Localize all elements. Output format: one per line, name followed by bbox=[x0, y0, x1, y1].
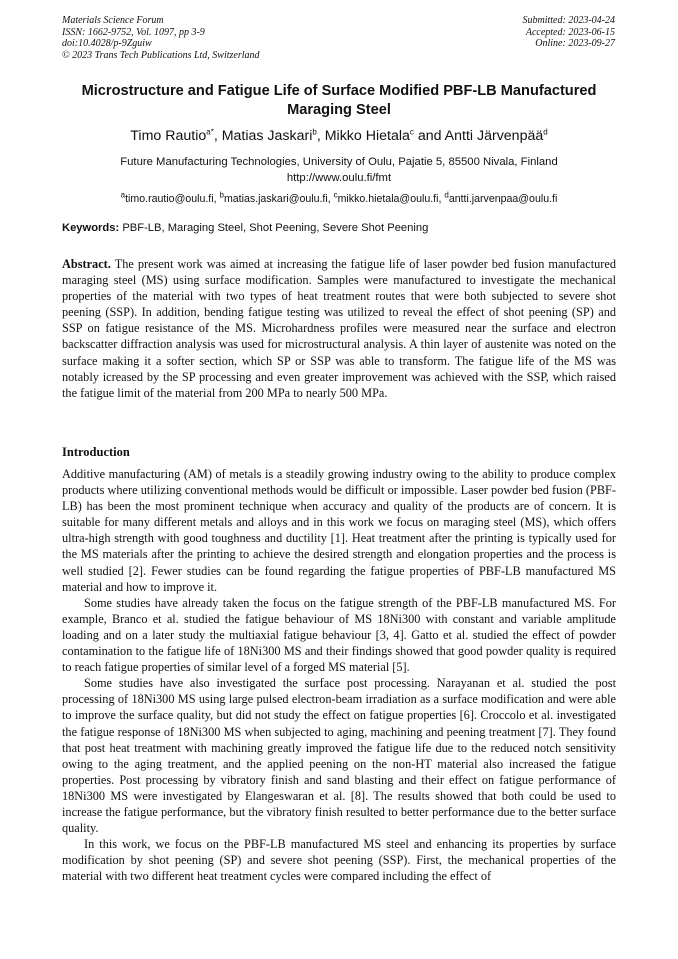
submitted-date: Submitted: 2023-04-24 bbox=[522, 15, 615, 26]
paper-title: Microstructure and Fatigue Life of Surface Modified PBF-LB Manufactured Maraging Steel bbox=[81, 83, 597, 118]
abstract bbox=[62, 256, 616, 401]
dates-header bbox=[523, 15, 616, 50]
abstract-text: The present work was aimed at increasing the fatigue life of laser powder bed fusion manufactured maraging steel (MS) using surface modification. Samples were manufactured to investigate the mechanical properties of the material with two types of heat treatment routes that were both subjected to severe shot peening (SSP). In addition, bending fatigue testing was utilized to reveal the effect of shot peening (SP) and SSP on fatigue resistance of the MS. Microhardness profiles were measured near the surface and electron backscatter diffraction analysis was used for microstructural analysis. A thin layer of austenite was noted on the surface making it a softer section, which SP or SSP was able to transform. The fatigue life of the MS was notably icreased by the SP processing and even greater improvement was achieved with the SSP, which raised the fatigue limit of the material from 200 MPa to nearly 500 MPa. bbox=[62, 257, 616, 400]
doi: doi:10.4028/p-9Zguiw bbox=[62, 38, 152, 49]
introduction-body bbox=[62, 466, 616, 884]
journal-name: Materials Science Forum bbox=[62, 15, 164, 26]
author-name: Antti Järvenpää bbox=[444, 128, 544, 144]
issn: ISSN: 1662-9752, Vol. 1097, pp 3-9 bbox=[62, 26, 205, 38]
author-sup: b bbox=[312, 127, 317, 137]
email-sup: c bbox=[333, 190, 338, 200]
affiliation-url[interactable]: http://www.oulu.fi/fmt bbox=[286, 172, 392, 184]
intro-paragraph: Some studies have also investigated the surface post processing. Narayanan et al. studied the post processing of 18Ni300 MS using large pulsed electron-beam irradiation as a surface modification and were able to improve the surface quality, but did not study the effect on fatigue properties [6]. Croccolo et al. investigated the fatigue response of 18Ni300 MS when subjected to aging, machining and peening treatment [7]. They found that post heat treatment with machining greatly improved the fatigue life due to the reduced notch sensitivity owing to the aging treatment, and the applied peening on the non-HT material also increased the fatigue properties. Post processing by vibratory finish and sand blasting and their effect on fatigue performance of 18Ni300 MS were investigated by Elangeswaran et al. [8]. The results showed that both could be used to increase the fatigue performance, but the vibratory finish resulted to better performance due to the better surface quality. bbox=[62, 676, 616, 836]
copyright: © 2023 Trans Tech Publications Ltd, Switzerland bbox=[62, 49, 260, 61]
intro-paragraph: In this work, we focus on the PBF-LB manufactured MS steel and enhancing its properties by surface modification by shot peening (SP) and severe shot peening (SSP). First, the mechanical properties of the material with two different heat treatment cycles were compared including the effect of bbox=[62, 837, 616, 884]
author-sup: a* bbox=[206, 127, 214, 137]
keywords bbox=[62, 221, 616, 235]
author-and: and bbox=[413, 128, 445, 144]
accepted-date: Accepted: 2023-06-15 bbox=[525, 26, 615, 38]
abstract-label: Abstract. bbox=[62, 257, 111, 271]
intro-paragraph: Additive manufacturing (AM) of metals is a steadily growing industry owing to the ability to produce complex products where utilizing conventional methods would be difficult or impossible. Laser powder bed fusion (PBF-LB) has been the most prominent technique when accuracy and quality of the products are of concern. It is suitable for many different metals and alloys and in this work we focus on maraging steel (MS), which offers ultra-high strength with good toughness and ductility [1]. Heat treatment after the printing is typically used for the MS materials after the printing to achieve the desired strength and elongation properties and the process is well studied [2]. Fewer studies can be found regarding the fatigue properties of PBF-LB manufactured MS material and how to improve it. bbox=[62, 467, 616, 594]
journal-header bbox=[62, 15, 260, 61]
author-email[interactable]: antti.jarvenpaa@oulu.fi bbox=[448, 193, 558, 205]
keywords-label: Keywords: bbox=[62, 222, 120, 234]
online-date: Online: 2023-09-27 bbox=[535, 38, 615, 49]
email-sup: b bbox=[219, 190, 224, 200]
affiliation: Future Manufacturing Technologies, University of Oulu, Pajatie 5, 85500 Nivala, Finland bbox=[120, 156, 558, 168]
author-separator: , bbox=[316, 128, 325, 144]
author-name: Timo Rautio bbox=[130, 128, 207, 144]
affiliation-block bbox=[62, 154, 616, 186]
email-list: $^a$timo.rautio@oulu.fi, $^b$matias.jaskari@oulu.fi, $^c$mikko.hietala@oulu.fi, $^d$antti.jarvenpaa@oulu.fi bbox=[120, 190, 558, 205]
author-separator: , bbox=[213, 128, 222, 144]
author-sup: d bbox=[543, 127, 548, 137]
email-sup: a bbox=[120, 190, 126, 200]
author-email[interactable]: mikko.hietala@oulu.fi bbox=[337, 193, 439, 205]
author-email[interactable]: matias.jaskari@oulu.fi bbox=[223, 193, 328, 205]
section-heading-introduction: Introduction bbox=[62, 445, 130, 459]
author-sup: c bbox=[409, 127, 414, 137]
author-email[interactable]: timo.rautio@oulu.fi bbox=[125, 193, 214, 205]
email-sup: d bbox=[444, 190, 449, 200]
keywords-text: PBF-LB, Maraging Steel, Shot Peening, Severe Shot Peening bbox=[122, 222, 429, 234]
author-name: Mikko Hietala bbox=[324, 128, 410, 144]
intro-paragraph: Some studies have already taken the focus on the fatigue strength of the PBF-LB manufactured MS. For example, Branco et al. studied the fatigue behaviour of MS 18Ni300 with constant and variable amplitude loading and on a later study the multiaxial fatigue behaviour [3, 4]. Gatto et al. studied the effect of powder contamination to the fatigue life of 18Ni300 MS and their findings showed that good powder quality is required to reach fatigue properties of similar level of a forged MS material [5]. bbox=[62, 595, 616, 675]
author-list bbox=[62, 127, 616, 145]
author-name: Matias Jaskari bbox=[221, 128, 313, 144]
